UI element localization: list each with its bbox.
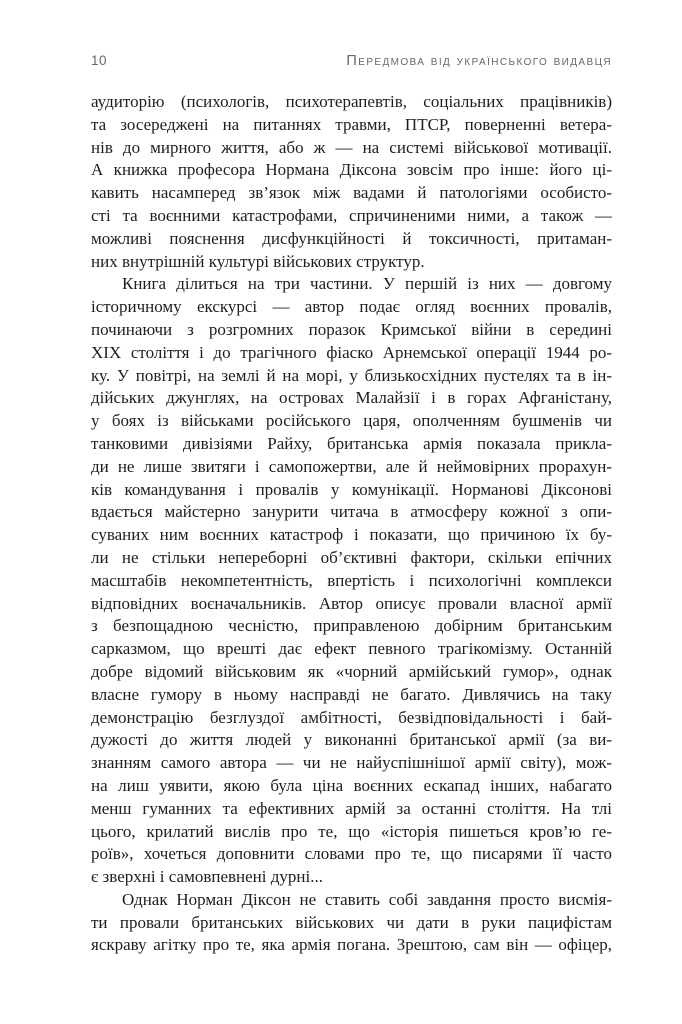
text-line: нів до мирного життя, або ж — на системі військової мотивації. xyxy=(91,137,612,157)
text-line: аудиторію (психологів, психотерапевтів, соціальних працівників) xyxy=(91,92,612,111)
text-line: XIX століття і до трагічного фіаско Арнемської операції 1944 ро- xyxy=(91,342,612,362)
text-line: Книга ділиться на три частини. У першій із них — довгому xyxy=(122,274,612,294)
text-line: у боях із військами російського царя, ополченням бушменів чи xyxy=(91,411,612,431)
text-line: цього, крилатий вислів про те, що «історія пишеться кров’ю ге- xyxy=(91,821,612,841)
text-line: добре відомий військовим як «чорний армійський гумор», однак xyxy=(91,661,612,681)
text-line: є зверхні і самовпевнені дурні... xyxy=(91,867,323,887)
text-line: починаючи з розгромних поразок Кримської війни в середині xyxy=(91,319,612,339)
text-line: на лиш уявити, якою була ціна воєнних ескапад інших, набагато xyxy=(91,775,612,795)
text-line: дійських джунглях, на островах Малайзії і в горах Афганістану, xyxy=(91,388,612,408)
text-line: менш гуманних та ефективних армій за останні століття. На тлі xyxy=(91,798,612,818)
text-line: них внутрішній культурі військових структур. xyxy=(91,251,425,271)
paragraph xyxy=(91,91,612,273)
text-line: ти провали британських військових чи дати в руки пацифістам xyxy=(91,912,612,932)
running-title: Передмова від українського видавця xyxy=(346,53,612,69)
text-line: танковими дивізіями Райху, британська армія показала прикла- xyxy=(91,433,612,453)
text-line: А книжка професора Нормана Діксона зовсім про інше: його ці- xyxy=(91,160,612,180)
text-line: кавить насамперед зв’язок між вадами й патологіями особисто- xyxy=(91,183,612,203)
text-line: знанням самого автора — чи не найуспішнішої армії світу), мож- xyxy=(91,753,612,773)
text-line: роїв», хочеться доповнити словами про те, що писарями її часто xyxy=(91,844,612,864)
text-line: та зосереджені на питаннях травми, ПТСР, поверненні ветера- xyxy=(91,114,612,134)
text-line: вдається майстерно занурити читача в атмосферу кожної з опи- xyxy=(91,502,612,522)
paragraph xyxy=(91,273,612,889)
text-line: ли не стільки непереборні об’єктивні фактори, скільки епічних xyxy=(91,547,612,567)
text-line: ди не лише звитяги і самопожертви, але й неймовірних прорахун- xyxy=(91,456,612,476)
text-line: можливі пояснення дисфункційності й токсичності, притаман- xyxy=(91,228,612,248)
text-line: ків командування і провалів у комунікації. Норманові Діксонові xyxy=(91,479,612,499)
text-line: яскраву агітку про те, яка армія погана. Зрештою, сам він — офіцер, xyxy=(91,935,612,955)
text-column xyxy=(91,91,612,957)
text-line: демонстрацію безглуздої амбітності, безвідповідальності і бай- xyxy=(91,707,612,727)
text-line: суваних ним воєнних катастроф і показати, що причиною їх бу- xyxy=(91,525,612,545)
page-header xyxy=(91,53,612,69)
text-line: дужості до життя людей у виконанні британської армії (за ви- xyxy=(91,730,612,750)
page-number: 10 xyxy=(91,53,108,68)
text-line: сарказмом, що врешті дає ефект певного трагікомізму. Останній xyxy=(91,639,612,659)
text-line: з безпощадною чесністю, приправленою добірним британським xyxy=(91,616,612,636)
text-line: відповідних воєначальників. Автор описує провали власної армії xyxy=(91,593,612,613)
text-line: ку. У повітрі, на землі й на морі, у близькосхідних пустелях та в ін- xyxy=(91,365,612,385)
text-line: історичному екскурсі — автор подає огляд воєнних провалів, xyxy=(91,297,612,317)
text-line: власне гумору в ньому насправді не багато. Дивлячись на таку xyxy=(91,684,612,704)
text-line: сті та воєнними катастрофами, спричиненими ними, а також — xyxy=(91,205,612,225)
text-line: Однак Норман Діксон не ставить собі завдання просто висмія- xyxy=(122,889,612,909)
paragraph xyxy=(91,889,612,957)
text-line: масштабів некомпетентність, впертість і психологічні комплекси xyxy=(91,570,612,590)
